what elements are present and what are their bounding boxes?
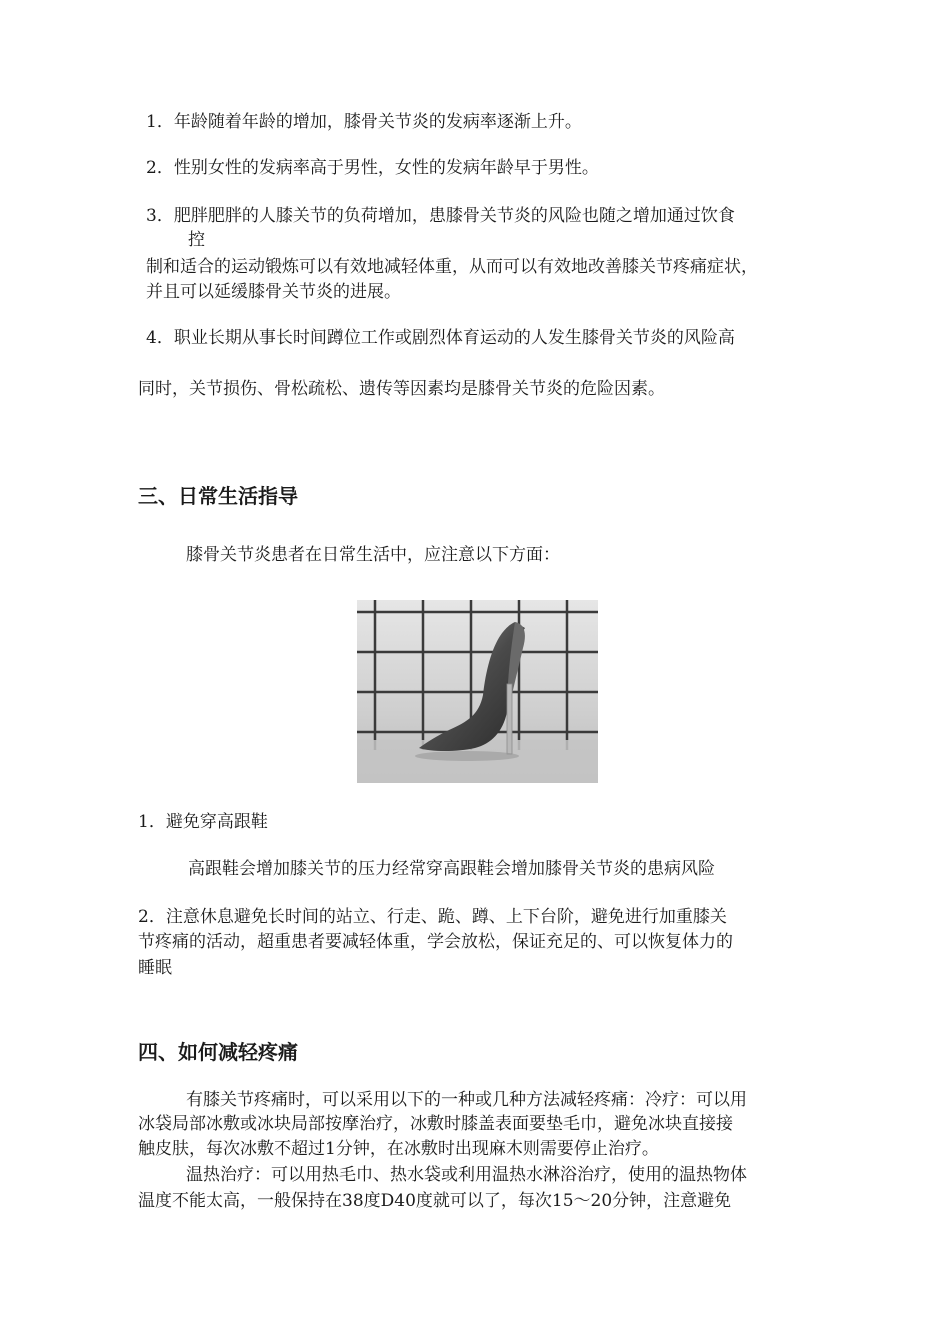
section3-item2-line1: 2．注意休息避免长时间的站立、行走、跪、蹲、上下台阶，避免进行加重膝关 xyxy=(138,907,727,927)
section4-p2-line1: 温热治疗：可以用热毛巾、热水袋或利用温热水淋浴治疗，使用的温热物体 xyxy=(186,1165,747,1185)
risk-item-obesity-line1: 3．肥胖肥胖的人膝关节的负荷增加，患膝骨关节炎的风险也随之增加通过饮食 xyxy=(146,206,735,226)
section4-p1-line2: 冰袋局部冰敷或冰块局部按摩治疗，冰敷时膝盖表面要垫毛巾，避免冰块直接接 xyxy=(138,1114,733,1134)
section3-intro: 膝骨关节炎患者在日常生活中，应注意以下方面： xyxy=(186,545,560,565)
high-heel-shoe-photo xyxy=(357,600,598,783)
risk-item-occupation: 4．职业长期从事长时间蹲位工作或剧烈体育运动的人发生膝骨关节炎的风险高 xyxy=(146,328,735,348)
risk-item-obesity-line4: 并且可以延缓膝骨关节炎的进展。 xyxy=(146,282,401,302)
risk-item-gender: 2．性别女性的发病率高于男性，女性的发病年龄早于男性。 xyxy=(146,158,599,178)
section4-p1-line3: 触皮肤，每次冰敷不超过1分钟，在冰敷时出现麻木则需要停止治疗。 xyxy=(138,1139,659,1159)
risk-item-age: 1．年龄随着年龄的增加，膝骨关节炎的发病率逐渐上升。 xyxy=(146,112,582,132)
section3-heading: 三、日常生活指导 xyxy=(138,484,298,508)
high-heel-shoe-icon xyxy=(357,600,598,783)
section3-item1-title: 1．避免穿高跟鞋 xyxy=(138,812,268,832)
section4-p1-line1: 有膝关节疼痛时，可以采用以下的一种或几种方法减轻疼痛：冷疗：可以用 xyxy=(186,1090,747,1110)
section4-p2-line2: 温度不能太高，一般保持在38度D40度就可以了，每次15〜20分钟，注意避免 xyxy=(138,1191,732,1211)
section3-item1-body: 高跟鞋会增加膝关节的压力经常穿高跟鞋会增加膝骨关节炎的患病风险 xyxy=(188,859,715,879)
section3-item2-line2: 节疼痛的活动，超重患者要减轻体重，学会放松，保证充足的、可以恢复体力的 xyxy=(138,932,733,952)
risk-item-obesity-line3: 制和适合的运动锻炼可以有效地减轻体重，从而可以有效地改善膝关节疼痛症状， xyxy=(146,257,758,277)
risk-summary: 同时，关节损伤、骨松疏松、遗传等因素均是膝骨关节炎的危险因素。 xyxy=(138,379,665,399)
section3-item2-line3: 睡眠 xyxy=(138,958,172,978)
section4-heading: 四、如何减轻疼痛 xyxy=(138,1040,298,1064)
risk-item-obesity-line2: 控 xyxy=(188,230,205,250)
